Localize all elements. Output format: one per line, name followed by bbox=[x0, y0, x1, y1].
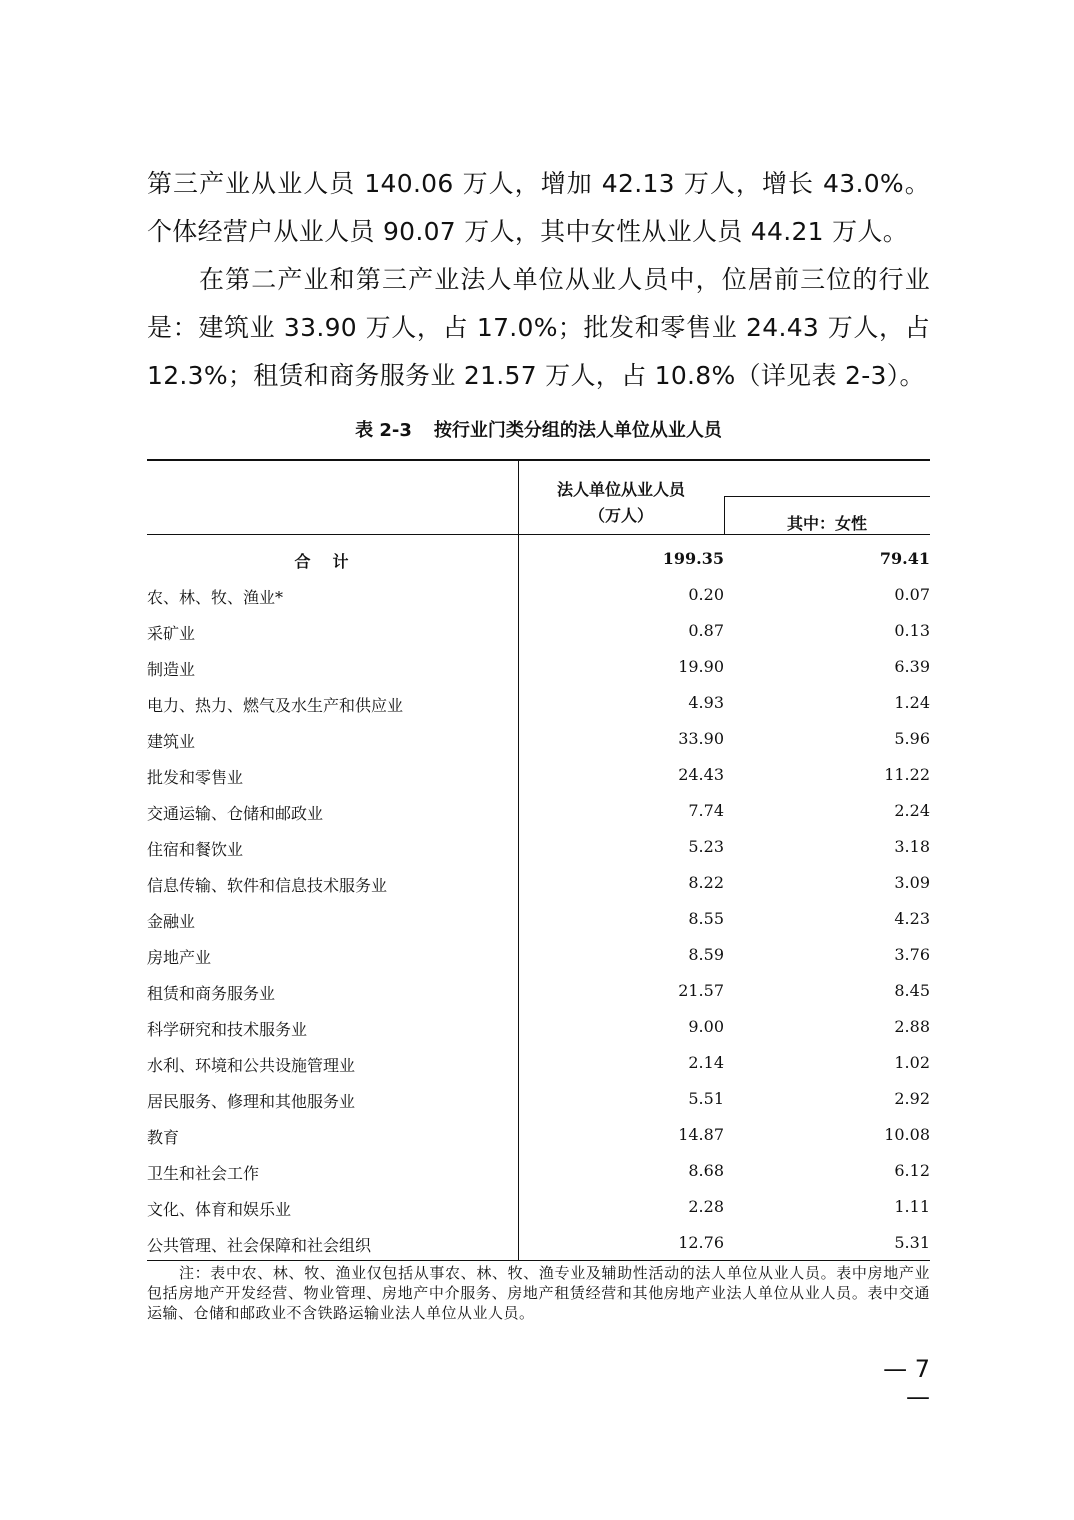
row-value-female: 0.13 bbox=[894, 621, 930, 640]
row-value-female: 6.12 bbox=[894, 1161, 930, 1180]
header-female: 其中：女性 bbox=[786, 514, 867, 533]
body-paragraph: 在第二产业和第三产业法人单位从业人员中，位居前三位的行业是：建筑业 33.90 万人，占 17.0%；批发和零售业 24.43 万人，占 12.3%；租赁和商务服务业 21.57 万人，占 10.8%（详见表 2-3）。 bbox=[147, 265, 930, 390]
table-row bbox=[147, 684, 930, 720]
row-name: 批发和零售业 bbox=[147, 768, 244, 787]
row-name: 合计 bbox=[294, 552, 371, 571]
row-value-total: 8.68 bbox=[688, 1161, 724, 1180]
row-name: 建筑业 bbox=[147, 732, 196, 751]
row-name: 卫生和社会工作 bbox=[147, 1164, 260, 1183]
table-row bbox=[147, 936, 930, 972]
row-value-total: 8.22 bbox=[688, 873, 724, 892]
table-top-rule bbox=[147, 459, 930, 461]
row-name: 交通运输、仓储和邮政业 bbox=[147, 804, 324, 823]
table-row bbox=[147, 1188, 930, 1224]
row-value-total: 8.59 bbox=[688, 945, 724, 964]
row-name: 信息传输、软件和信息技术服务业 bbox=[147, 876, 388, 895]
row-value-female: 2.24 bbox=[894, 801, 930, 820]
row-value-total: 12.76 bbox=[678, 1233, 724, 1252]
row-value-female: 79.41 bbox=[879, 549, 930, 568]
table-row bbox=[147, 756, 930, 792]
row-name: 电力、热力、燃气及水生产和供应业 bbox=[147, 696, 404, 715]
row-name: 采矿业 bbox=[147, 624, 196, 643]
row-name: 租赁和商务服务业 bbox=[147, 984, 276, 1003]
row-value-total: 33.90 bbox=[678, 729, 724, 748]
row-value-female: 3.09 bbox=[894, 873, 930, 892]
row-value-female: 5.96 bbox=[894, 729, 930, 748]
table-row bbox=[147, 900, 930, 936]
row-value-total: 2.14 bbox=[688, 1053, 724, 1072]
table-row bbox=[147, 864, 930, 900]
row-value-female: 1.11 bbox=[894, 1197, 930, 1216]
row-value-total: 21.57 bbox=[678, 981, 724, 1000]
table-caption bbox=[147, 416, 930, 442]
row-name: 制造业 bbox=[147, 660, 196, 679]
row-value-total: 14.87 bbox=[678, 1125, 724, 1144]
row-value-female: 3.18 bbox=[894, 837, 930, 856]
row-value-total: 0.87 bbox=[688, 621, 724, 640]
row-value-female: 5.31 bbox=[894, 1233, 930, 1252]
table-row bbox=[147, 1152, 930, 1188]
row-value-female: 8.45 bbox=[894, 981, 930, 1000]
row-value-total: 8.55 bbox=[688, 909, 724, 928]
header-employees: 法人单位从业人员 bbox=[556, 480, 685, 499]
row-name: 居民服务、修理和其他服务业 bbox=[147, 1092, 356, 1111]
row-value-total: 9.00 bbox=[688, 1017, 724, 1036]
row-value-total: 2.28 bbox=[688, 1197, 724, 1216]
table-caption-number: 表 2-3 bbox=[355, 420, 412, 441]
row-value-total: 5.51 bbox=[688, 1089, 724, 1108]
table-row bbox=[147, 1116, 930, 1152]
row-value-total: 7.74 bbox=[688, 801, 724, 820]
row-value-female: 1.24 bbox=[894, 693, 930, 712]
row-name: 教育 bbox=[147, 1128, 180, 1147]
row-value-total: 199.35 bbox=[662, 549, 724, 568]
row-name: 文化、体育和娱乐业 bbox=[147, 1200, 292, 1219]
table-row bbox=[147, 1044, 930, 1080]
body-paragraph: 第三产业从业人员 140.06 万人，增加 42.13 万人，增长 43.0%。个体经营户从业人员 90.07 万人，其中女性从业人员 44.21 万人。 bbox=[147, 169, 930, 246]
row-value-female: 10.08 bbox=[884, 1125, 930, 1144]
row-name: 金融业 bbox=[147, 912, 196, 931]
row-value-total: 19.90 bbox=[678, 657, 724, 676]
row-name: 公共管理、社会保障和社会组织 bbox=[147, 1236, 372, 1255]
row-value-total: 5.23 bbox=[688, 837, 724, 856]
row-value-female: 2.88 bbox=[894, 1017, 930, 1036]
row-name: 房地产业 bbox=[147, 948, 212, 967]
table-row bbox=[147, 576, 930, 612]
table-caption-title: 按行业门类分组的法人单位从业人员 bbox=[433, 420, 722, 441]
row-value-female: 11.22 bbox=[884, 765, 930, 784]
row-value-total: 0.20 bbox=[688, 585, 724, 604]
row-value-female: 1.02 bbox=[894, 1053, 930, 1072]
table-row bbox=[147, 792, 930, 828]
table-header-rule bbox=[147, 534, 930, 535]
table-row bbox=[147, 720, 930, 756]
row-value-female: 3.76 bbox=[894, 945, 930, 964]
row-value-female: 6.39 bbox=[894, 657, 930, 676]
table-row bbox=[147, 1080, 930, 1116]
header-unit: （万人） bbox=[588, 506, 653, 525]
page-number: — 7 — bbox=[883, 1355, 930, 1411]
row-value-total: 24.43 bbox=[678, 765, 724, 784]
table-subheader-rule bbox=[724, 496, 930, 497]
row-name: 住宿和餐饮业 bbox=[147, 840, 244, 859]
row-value-female: 2.92 bbox=[894, 1089, 930, 1108]
table-row bbox=[147, 612, 930, 648]
row-name: 科学研究和技术服务业 bbox=[147, 1020, 308, 1039]
row-value-female: 0.07 bbox=[894, 585, 930, 604]
table-bottom-rule bbox=[147, 1260, 930, 1261]
table-row-total bbox=[147, 540, 930, 576]
table-row bbox=[147, 1008, 930, 1044]
row-value-total: 4.93 bbox=[688, 693, 724, 712]
table-row bbox=[147, 1224, 930, 1260]
row-value-female: 4.23 bbox=[894, 909, 930, 928]
table-body bbox=[147, 540, 930, 1260]
table-row bbox=[147, 828, 930, 864]
row-name: 水利、环境和公共设施管理业 bbox=[147, 1056, 356, 1075]
table-row bbox=[147, 972, 930, 1008]
table-row bbox=[147, 648, 930, 684]
row-name: 农、林、牧、渔业* bbox=[147, 588, 284, 607]
table-note: 注：表中农、林、牧、渔业仅包括从事农、林、牧、渔专业及辅助性活动的法人单位从业人员。表中房地产业包括房地产开发经营、物业管理、房地产中介服务、房地产租赁经营和其他房地产业法人单位从业人员。表中交通运输、仓储和邮政业不含铁路运输业法人单位从业人员。 bbox=[147, 1264, 930, 1322]
